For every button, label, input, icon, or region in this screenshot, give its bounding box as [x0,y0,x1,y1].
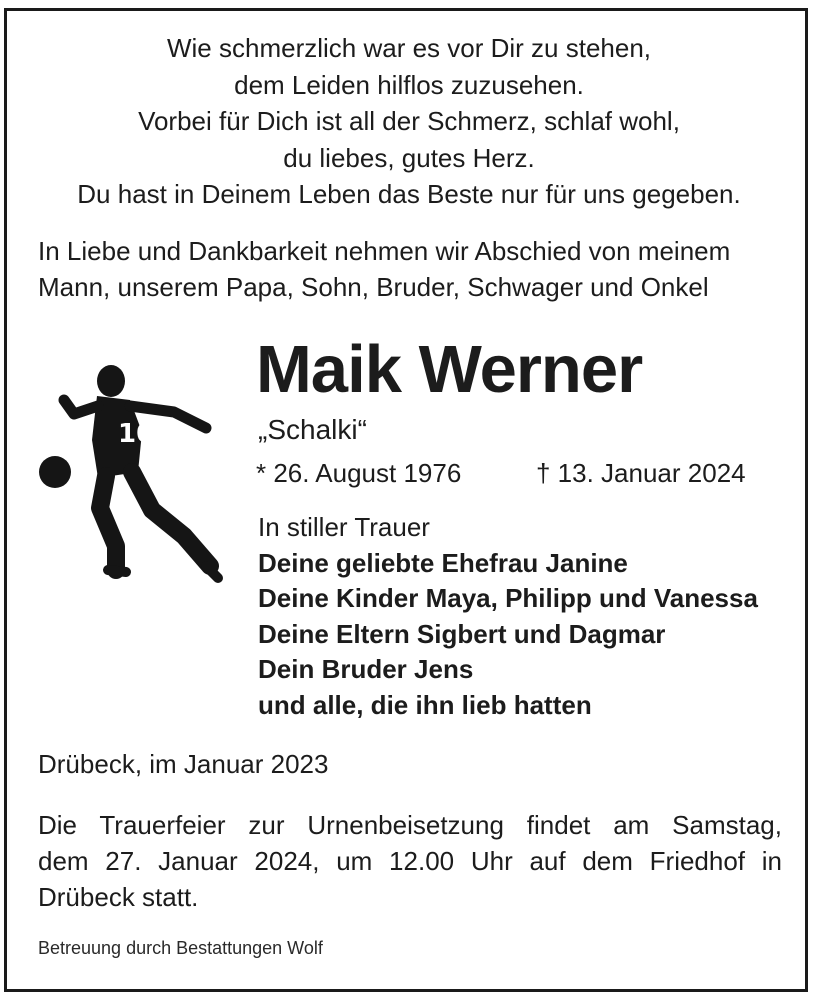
intro-line: Mann, unserem Papa, Sohn, Bruder, Schwager und Onkel [38,272,709,302]
funeral-service-details [38,807,782,915]
poem-line: du liebes, gutes Herz. [283,142,535,173]
deceased-nickname: „Schalki“ [258,414,367,445]
mourners-list [258,510,758,723]
life-dates [256,456,746,490]
poem [0,30,818,213]
birth-date: * 26. August 1976 [256,458,462,488]
mourner-line: Deine Kinder Maya, Philipp und Vanessa [258,583,758,613]
deceased-name: Maik Werner [256,332,643,407]
intro-text [38,233,798,305]
soccer-player-silhouette-icon [34,360,230,592]
jersey-number: 10 [118,419,155,449]
poem-line: Wie schmerzlich war es vor Dir zu stehen, [166,33,652,63]
intro-line: In Liebe und Dankbarkeit nehmen wir Abschied von meinem [38,236,731,266]
service-line: Drübeck statt. [38,882,199,912]
funeral-home-credit: Betreuung durch Bestattungen Wolf [38,938,323,958]
place-and-date: Drübeck, im Januar 2023 [38,749,329,779]
mourner-line: Deine geliebte Ehefrau Janine [258,547,628,578]
service-line: Die Trauerfeier zur Urnenbeisetzung findet am Samstag, [38,810,782,840]
death-date: † 13. Januar 2024 [536,458,746,488]
mourner-line: und alle, die ihn lieb hatten [258,689,592,720]
poem-line: dem Leiden hilflos zuzusehen. [234,69,584,100]
service-line: dem 27. Januar 2024, um 12.00 Uhr auf dem Friedhof in [38,846,782,876]
mourner-line: Deine Eltern Sigbert und Dagmar [258,618,666,649]
mourner-line: Dein Bruder Jens [258,654,474,684]
poem-line: Vorbei für Dich ist all der Schmerz, schlaf wohl, [138,106,680,136]
poem-line: Du hast in Deinem Leben das Beste nur für uns gegeben. [77,179,741,209]
mourners-heading: In stiller Trauer [258,512,430,542]
